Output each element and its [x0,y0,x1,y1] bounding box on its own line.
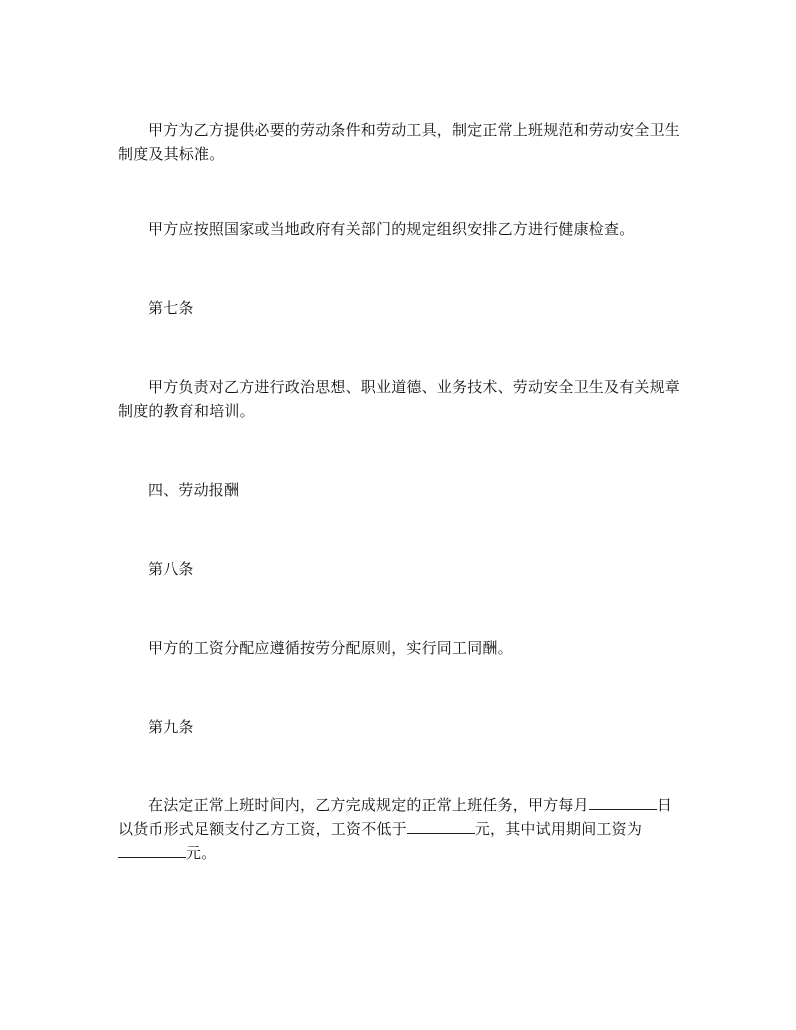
wage-text-part4: 元。 [186,844,217,862]
paragraph-training: 甲方负责对乙方进行政治思想、职业道德、业务技术、劳动安全卫生及有关规章制度的教育和培训。 [118,378,681,420]
paragraph-work-conditions: 甲方为乙方提供必要的劳动条件和劳动工具，制定正常上班规范和劳动安全卫生制度及其标准。 [118,121,681,163]
paragraph-wage-payment [118,793,682,865]
min-wage-blank [407,819,475,834]
wage-text-part1: 在法定正常上班时间内，乙方完成规定的正常上班任务，甲方每月 [148,796,589,814]
article-heading-9: 第九条 [148,718,194,736]
article-heading-7: 第七条 [148,299,194,317]
wage-text-part3: 元，其中试用期间工资为 [474,820,643,838]
article-heading-8: 第八条 [148,560,194,578]
probation-wage-blank [118,843,186,858]
wage-text-part2: 日以货币形式足额支付乙方工资，工资不低于 [118,796,673,838]
pay-day-blank [589,795,657,810]
section-heading-remuneration: 四、劳动报酬 [148,481,240,499]
paragraph-wage-principle: 甲方的工资分配应遵循按劳分配原则，实行同工同酬。 [148,639,513,657]
paragraph-health-check: 甲方应按照国家或当地政府有关部门的规定组织安排乙方进行健康检查。 [148,220,635,238]
